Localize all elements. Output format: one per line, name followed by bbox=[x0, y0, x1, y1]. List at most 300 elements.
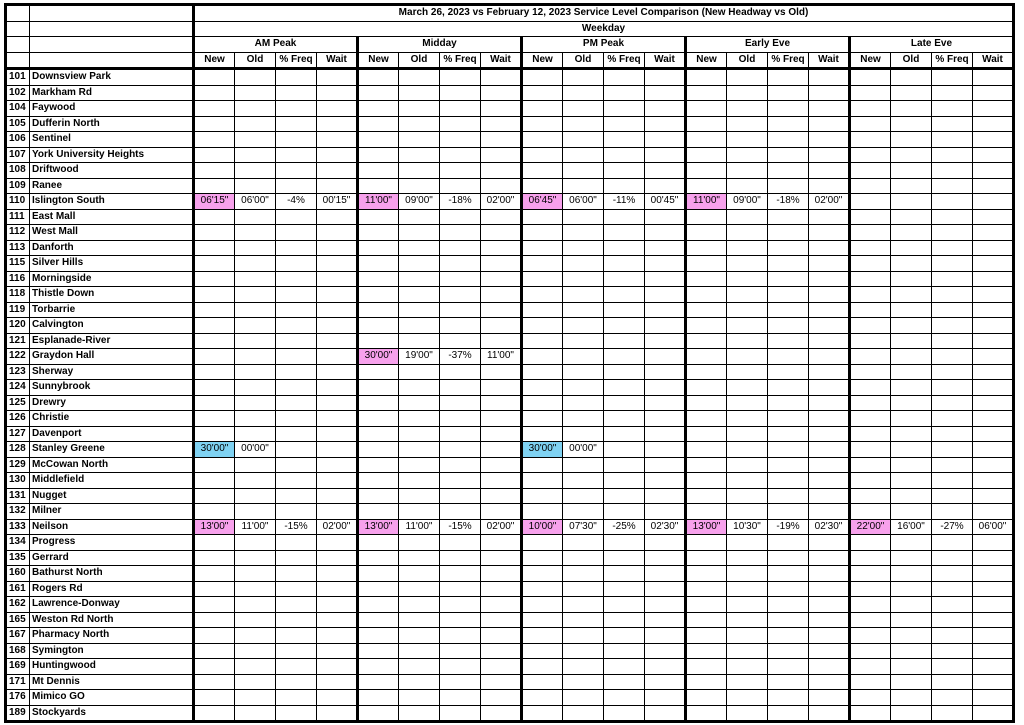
value-cell-freq bbox=[932, 240, 973, 256]
value-cell-wait bbox=[645, 333, 686, 349]
value-cell-wait bbox=[317, 349, 358, 365]
sub-header-cell: Old bbox=[563, 52, 604, 69]
value-cell-freq bbox=[276, 659, 317, 675]
route-name: Thistle Down bbox=[30, 287, 194, 303]
value-cell-old bbox=[727, 473, 768, 489]
value-cell-old bbox=[235, 349, 276, 365]
value-cell-freq bbox=[932, 411, 973, 427]
route-name: Islington South bbox=[30, 194, 194, 210]
value-cell-wait bbox=[645, 163, 686, 179]
value-cell-freq bbox=[932, 612, 973, 628]
value-cell-old: 09'00" bbox=[399, 194, 440, 210]
value-cell-old bbox=[563, 659, 604, 675]
value-cell-wait bbox=[809, 411, 850, 427]
route-name: Stockyards bbox=[30, 705, 194, 722]
value-cell-new bbox=[686, 209, 727, 225]
value-cell-wait bbox=[809, 659, 850, 675]
value-cell-wait bbox=[973, 566, 1014, 582]
value-cell-wait bbox=[317, 426, 358, 442]
value-cell-freq bbox=[768, 597, 809, 613]
value-cell-new bbox=[686, 674, 727, 690]
service-comparison-table bbox=[4, 3, 1015, 723]
value-cell-freq bbox=[768, 550, 809, 566]
table-row bbox=[6, 659, 1014, 675]
value-cell-old bbox=[399, 535, 440, 551]
value-cell-old bbox=[891, 178, 932, 194]
value-cell-old bbox=[727, 457, 768, 473]
value-cell-wait bbox=[645, 597, 686, 613]
value-cell-wait bbox=[809, 442, 850, 458]
value-cell-wait bbox=[481, 612, 522, 628]
value-cell-wait bbox=[809, 178, 850, 194]
value-cell-freq bbox=[932, 535, 973, 551]
table-row bbox=[6, 550, 1014, 566]
value-cell-old bbox=[235, 659, 276, 675]
value-cell-wait bbox=[481, 209, 522, 225]
value-cell-freq bbox=[440, 101, 481, 117]
value-cell-wait bbox=[809, 705, 850, 722]
period-header: Midday bbox=[358, 37, 522, 53]
value-cell-freq bbox=[440, 705, 481, 722]
value-cell-old bbox=[727, 178, 768, 194]
value-cell-freq bbox=[768, 302, 809, 318]
value-cell-freq bbox=[932, 101, 973, 117]
value-cell-freq bbox=[768, 705, 809, 722]
value-cell-old bbox=[891, 581, 932, 597]
value-cell-freq bbox=[932, 163, 973, 179]
day-type-header: Weekday bbox=[194, 21, 1014, 37]
value-cell-new bbox=[850, 132, 891, 148]
value-cell-freq bbox=[932, 287, 973, 303]
value-cell-wait bbox=[809, 287, 850, 303]
value-cell-freq bbox=[604, 674, 645, 690]
value-cell-old bbox=[891, 209, 932, 225]
value-cell-wait bbox=[809, 380, 850, 396]
value-cell-new bbox=[850, 488, 891, 504]
value-cell-freq bbox=[276, 132, 317, 148]
value-cell-wait bbox=[973, 256, 1014, 272]
value-cell-old bbox=[399, 597, 440, 613]
value-cell-old bbox=[563, 550, 604, 566]
value-cell-freq bbox=[276, 473, 317, 489]
value-cell-wait bbox=[317, 535, 358, 551]
value-cell-new bbox=[522, 612, 563, 628]
value-cell-freq bbox=[440, 473, 481, 489]
route-number: 107 bbox=[6, 147, 30, 163]
value-cell-old bbox=[891, 116, 932, 132]
table-row bbox=[6, 581, 1014, 597]
value-cell-new bbox=[194, 705, 235, 722]
value-cell-freq bbox=[440, 240, 481, 256]
value-cell-freq bbox=[768, 473, 809, 489]
value-cell-wait bbox=[317, 85, 358, 101]
value-cell-new: 13'00" bbox=[686, 519, 727, 535]
value-cell-old bbox=[399, 628, 440, 644]
value-cell-wait bbox=[973, 473, 1014, 489]
route-number: 110 bbox=[6, 194, 30, 210]
value-cell-new bbox=[850, 628, 891, 644]
value-cell-new bbox=[358, 271, 399, 287]
value-cell-freq bbox=[768, 442, 809, 458]
table-row bbox=[6, 674, 1014, 690]
value-cell-new bbox=[358, 457, 399, 473]
value-cell-old bbox=[235, 504, 276, 520]
value-cell-new bbox=[686, 69, 727, 86]
route-number: 135 bbox=[6, 550, 30, 566]
value-cell-old bbox=[235, 318, 276, 334]
value-cell-new bbox=[522, 69, 563, 86]
sub-header-cell: % Freq bbox=[768, 52, 809, 69]
route-number: 167 bbox=[6, 628, 30, 644]
value-cell-new bbox=[686, 395, 727, 411]
value-cell-new: 13'00" bbox=[358, 519, 399, 535]
value-cell-wait bbox=[809, 132, 850, 148]
value-cell-new bbox=[850, 395, 891, 411]
value-cell-wait bbox=[481, 333, 522, 349]
sub-header-cell: Old bbox=[235, 52, 276, 69]
value-cell-wait bbox=[317, 302, 358, 318]
value-cell-old bbox=[563, 287, 604, 303]
value-cell-wait bbox=[481, 256, 522, 272]
value-cell-wait bbox=[973, 643, 1014, 659]
route-name: Downsview Park bbox=[30, 69, 194, 86]
value-cell-new bbox=[686, 457, 727, 473]
value-cell-freq bbox=[604, 581, 645, 597]
value-cell-wait: 06'00" bbox=[973, 519, 1014, 535]
value-cell-new bbox=[194, 535, 235, 551]
value-cell-freq bbox=[768, 566, 809, 582]
route-number: 105 bbox=[6, 116, 30, 132]
route-number: 106 bbox=[6, 132, 30, 148]
value-cell-wait bbox=[973, 147, 1014, 163]
value-cell-new bbox=[850, 302, 891, 318]
sub-header-cell: New bbox=[194, 52, 235, 69]
value-cell-old bbox=[563, 209, 604, 225]
value-cell-old: 00'00" bbox=[563, 442, 604, 458]
value-cell-old bbox=[727, 612, 768, 628]
value-cell-new bbox=[850, 411, 891, 427]
sub-header-cell: New bbox=[686, 52, 727, 69]
value-cell-new bbox=[358, 318, 399, 334]
value-cell-new bbox=[850, 318, 891, 334]
value-cell-new bbox=[194, 101, 235, 117]
value-cell-freq: -27% bbox=[932, 519, 973, 535]
period-header: Early Eve bbox=[686, 37, 850, 53]
value-cell-new bbox=[686, 566, 727, 582]
value-cell-freq bbox=[440, 535, 481, 551]
value-cell-freq bbox=[440, 597, 481, 613]
value-cell-old bbox=[891, 256, 932, 272]
corner-cell bbox=[30, 37, 194, 53]
sub-header-cell: % Freq bbox=[440, 52, 481, 69]
value-cell-new bbox=[850, 457, 891, 473]
value-cell-old bbox=[235, 705, 276, 722]
value-cell-freq bbox=[440, 395, 481, 411]
value-cell-wait bbox=[973, 163, 1014, 179]
value-cell-new bbox=[194, 364, 235, 380]
value-cell-wait bbox=[973, 674, 1014, 690]
value-cell-new bbox=[194, 287, 235, 303]
route-name: Calvington bbox=[30, 318, 194, 334]
value-cell-freq bbox=[768, 333, 809, 349]
value-cell-old bbox=[727, 581, 768, 597]
value-cell-new bbox=[522, 690, 563, 706]
value-cell-freq bbox=[276, 690, 317, 706]
value-cell-old bbox=[563, 69, 604, 86]
value-cell-wait bbox=[481, 395, 522, 411]
value-cell-new bbox=[686, 178, 727, 194]
value-cell-freq bbox=[276, 349, 317, 365]
value-cell-wait bbox=[645, 225, 686, 241]
route-number: 126 bbox=[6, 411, 30, 427]
value-cell-freq bbox=[276, 271, 317, 287]
value-cell-new bbox=[358, 178, 399, 194]
value-cell-wait bbox=[481, 674, 522, 690]
value-cell-freq bbox=[276, 550, 317, 566]
value-cell-freq bbox=[932, 395, 973, 411]
route-number: 109 bbox=[6, 178, 30, 194]
value-cell-new bbox=[850, 85, 891, 101]
table-row bbox=[6, 178, 1014, 194]
route-name: Huntingwood bbox=[30, 659, 194, 675]
route-name: Middlefield bbox=[30, 473, 194, 489]
value-cell-new bbox=[358, 473, 399, 489]
value-cell-freq bbox=[768, 612, 809, 628]
value-cell-freq bbox=[440, 163, 481, 179]
route-name: West Mall bbox=[30, 225, 194, 241]
value-cell-new bbox=[358, 69, 399, 86]
value-cell-wait bbox=[317, 178, 358, 194]
value-cell-new bbox=[686, 550, 727, 566]
value-cell-new bbox=[522, 302, 563, 318]
value-cell-new bbox=[358, 690, 399, 706]
value-cell-wait bbox=[645, 690, 686, 706]
value-cell-old bbox=[399, 85, 440, 101]
value-cell-old bbox=[727, 426, 768, 442]
value-cell-freq bbox=[440, 550, 481, 566]
value-cell-wait bbox=[317, 643, 358, 659]
value-cell-new bbox=[522, 550, 563, 566]
value-cell-new bbox=[358, 426, 399, 442]
value-cell-freq bbox=[276, 504, 317, 520]
value-cell-new bbox=[522, 535, 563, 551]
value-cell-new bbox=[686, 705, 727, 722]
value-cell-wait bbox=[481, 597, 522, 613]
value-cell-wait bbox=[973, 364, 1014, 380]
value-cell-freq bbox=[932, 364, 973, 380]
value-cell-new bbox=[686, 132, 727, 148]
value-cell-new bbox=[522, 364, 563, 380]
value-cell-wait bbox=[973, 85, 1014, 101]
value-cell-wait bbox=[317, 488, 358, 504]
route-name: Pharmacy North bbox=[30, 628, 194, 644]
value-cell-old bbox=[891, 473, 932, 489]
value-cell-old: 19'00" bbox=[399, 349, 440, 365]
route-number: 128 bbox=[6, 442, 30, 458]
value-cell-wait bbox=[973, 442, 1014, 458]
value-cell-old bbox=[399, 488, 440, 504]
value-cell-wait bbox=[645, 705, 686, 722]
value-cell-new bbox=[358, 581, 399, 597]
value-cell-wait bbox=[481, 426, 522, 442]
value-cell-freq bbox=[932, 504, 973, 520]
value-cell-old bbox=[563, 643, 604, 659]
value-cell-wait bbox=[809, 674, 850, 690]
value-cell-old bbox=[727, 240, 768, 256]
value-cell-old bbox=[727, 643, 768, 659]
value-cell-wait bbox=[809, 395, 850, 411]
route-name: McCowan North bbox=[30, 457, 194, 473]
value-cell-old bbox=[727, 209, 768, 225]
value-cell-wait bbox=[973, 132, 1014, 148]
value-cell-old bbox=[727, 597, 768, 613]
value-cell-new bbox=[522, 349, 563, 365]
value-cell-new bbox=[522, 209, 563, 225]
value-cell-wait bbox=[973, 612, 1014, 628]
value-cell-old bbox=[563, 101, 604, 117]
route-number: 119 bbox=[6, 302, 30, 318]
value-cell-freq bbox=[276, 302, 317, 318]
value-cell-old bbox=[727, 225, 768, 241]
value-cell-new bbox=[194, 147, 235, 163]
table-row bbox=[6, 395, 1014, 411]
value-cell-wait bbox=[317, 411, 358, 427]
value-cell-old bbox=[563, 535, 604, 551]
value-cell-wait bbox=[973, 705, 1014, 722]
value-cell-old bbox=[563, 674, 604, 690]
value-cell-new bbox=[686, 287, 727, 303]
value-cell-wait bbox=[481, 488, 522, 504]
value-cell-wait bbox=[481, 411, 522, 427]
value-cell-new bbox=[358, 302, 399, 318]
value-cell-freq bbox=[932, 643, 973, 659]
value-cell-new bbox=[194, 256, 235, 272]
value-cell-old bbox=[235, 380, 276, 396]
route-number: 122 bbox=[6, 349, 30, 365]
value-cell-wait bbox=[481, 643, 522, 659]
value-cell-old bbox=[727, 318, 768, 334]
value-cell-freq bbox=[276, 705, 317, 722]
value-cell-wait bbox=[809, 116, 850, 132]
value-cell-old bbox=[891, 442, 932, 458]
value-cell-new bbox=[358, 488, 399, 504]
value-cell-old bbox=[727, 69, 768, 86]
value-cell-wait bbox=[809, 271, 850, 287]
value-cell-wait bbox=[481, 581, 522, 597]
value-cell-old bbox=[235, 333, 276, 349]
value-cell-old bbox=[399, 380, 440, 396]
value-cell-wait bbox=[809, 240, 850, 256]
value-cell-new bbox=[358, 209, 399, 225]
value-cell-old bbox=[563, 240, 604, 256]
value-cell-new bbox=[194, 209, 235, 225]
value-cell-new bbox=[686, 442, 727, 458]
value-cell-new bbox=[522, 705, 563, 722]
value-cell-new bbox=[686, 271, 727, 287]
route-name: Torbarrie bbox=[30, 302, 194, 318]
value-cell-old bbox=[891, 380, 932, 396]
value-cell-freq bbox=[768, 504, 809, 520]
value-cell-freq bbox=[768, 488, 809, 504]
route-number: 101 bbox=[6, 69, 30, 86]
value-cell-wait bbox=[809, 302, 850, 318]
value-cell-wait bbox=[317, 473, 358, 489]
sub-header-cell: Wait bbox=[317, 52, 358, 69]
value-cell-new bbox=[686, 380, 727, 396]
value-cell-wait bbox=[809, 690, 850, 706]
value-cell-freq bbox=[440, 364, 481, 380]
value-cell-freq bbox=[768, 643, 809, 659]
value-cell-new bbox=[194, 302, 235, 318]
value-cell-new bbox=[850, 116, 891, 132]
value-cell-new bbox=[850, 240, 891, 256]
route-name: East Mall bbox=[30, 209, 194, 225]
value-cell-wait bbox=[645, 581, 686, 597]
value-cell-new bbox=[686, 163, 727, 179]
value-cell-freq: -19% bbox=[768, 519, 809, 535]
value-cell-old: 09'00" bbox=[727, 194, 768, 210]
value-cell-old bbox=[727, 395, 768, 411]
period-header: Late Eve bbox=[850, 37, 1014, 53]
value-cell-new bbox=[358, 101, 399, 117]
value-cell-new bbox=[194, 504, 235, 520]
value-cell-freq bbox=[768, 628, 809, 644]
value-cell-new bbox=[522, 504, 563, 520]
value-cell-old: 11'00" bbox=[399, 519, 440, 535]
value-cell-freq bbox=[768, 380, 809, 396]
value-cell-freq bbox=[604, 333, 645, 349]
value-cell-wait bbox=[317, 395, 358, 411]
table-row bbox=[6, 566, 1014, 582]
value-cell-wait bbox=[645, 442, 686, 458]
route-number: 130 bbox=[6, 473, 30, 489]
value-cell-new bbox=[522, 473, 563, 489]
value-cell-wait bbox=[317, 147, 358, 163]
sub-header-cell: Wait bbox=[973, 52, 1014, 69]
value-cell-wait: 02'00" bbox=[809, 194, 850, 210]
value-cell-wait bbox=[973, 550, 1014, 566]
value-cell-old bbox=[727, 101, 768, 117]
route-number: 108 bbox=[6, 163, 30, 179]
value-cell-old bbox=[235, 643, 276, 659]
value-cell-wait bbox=[809, 535, 850, 551]
value-cell-new bbox=[358, 442, 399, 458]
value-cell-old bbox=[235, 426, 276, 442]
value-cell-wait bbox=[317, 333, 358, 349]
value-cell-new bbox=[522, 178, 563, 194]
value-cell-freq bbox=[276, 147, 317, 163]
value-cell-old bbox=[235, 364, 276, 380]
value-cell-freq bbox=[932, 333, 973, 349]
value-cell-new bbox=[686, 643, 727, 659]
value-cell-old bbox=[891, 395, 932, 411]
value-cell-wait bbox=[317, 163, 358, 179]
value-cell-old bbox=[891, 690, 932, 706]
value-cell-new bbox=[522, 287, 563, 303]
value-cell-freq bbox=[768, 581, 809, 597]
value-cell-old bbox=[399, 395, 440, 411]
route-name: Progress bbox=[30, 535, 194, 551]
value-cell-new bbox=[194, 271, 235, 287]
value-cell-old bbox=[891, 101, 932, 117]
value-cell-new bbox=[358, 132, 399, 148]
value-cell-wait bbox=[481, 705, 522, 722]
value-cell-wait bbox=[481, 566, 522, 582]
value-cell-new bbox=[686, 659, 727, 675]
value-cell-wait bbox=[317, 116, 358, 132]
value-cell-freq bbox=[604, 116, 645, 132]
value-cell-old bbox=[891, 674, 932, 690]
